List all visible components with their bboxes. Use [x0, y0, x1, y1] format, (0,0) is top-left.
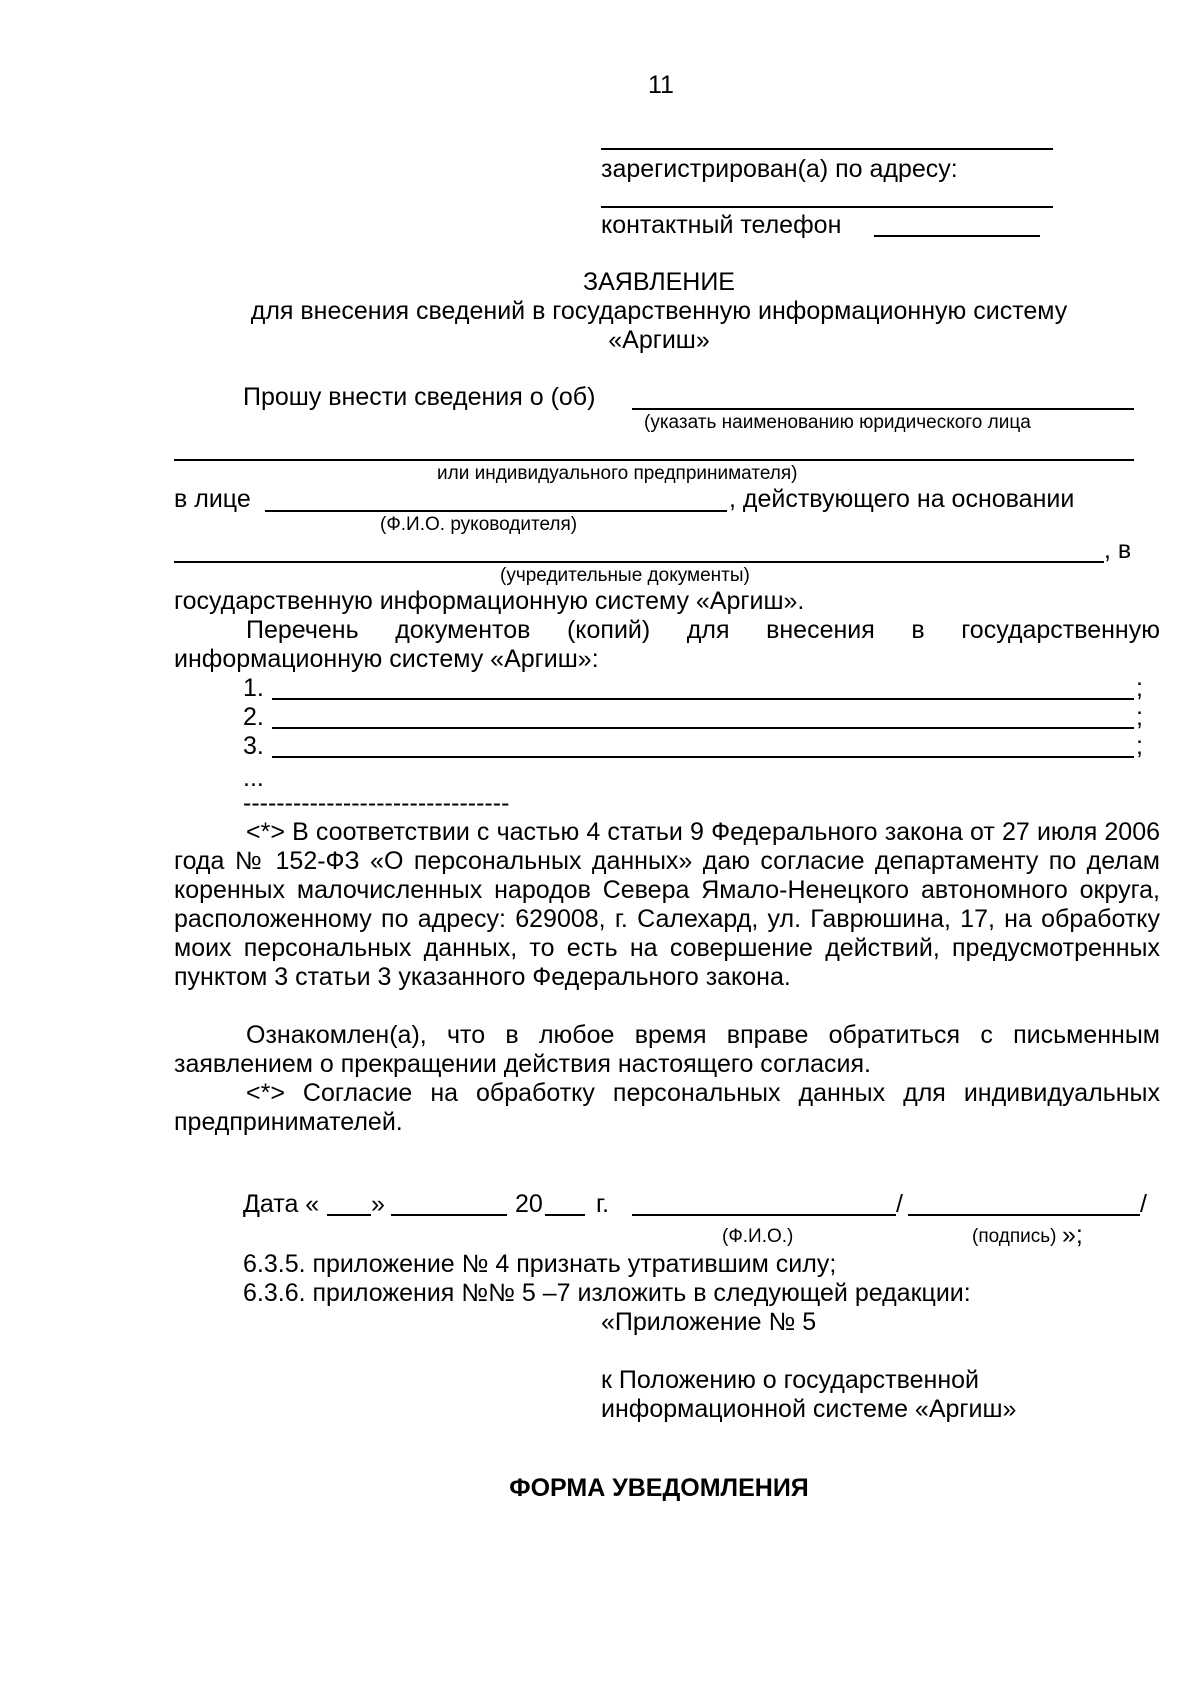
form-title: ФОРМА УВЕДОМЛЕНИЯ	[509, 1474, 809, 1502]
month-line	[391, 1214, 507, 1216]
hint-fio: (Ф.И.О.)	[722, 1226, 794, 1247]
page-number: 11	[648, 71, 674, 99]
signature-slash: /	[1140, 1190, 1147, 1218]
acknowledgement-paragraph: Ознакомлен(а), что в любое время вправе обратиться с письменным заявлением о прекращении действия настоящего согласия.	[174, 1021, 1160, 1078]
appendix-ref-line1: к Положению о государственной	[601, 1366, 980, 1394]
appendix-label: «Приложение № 5	[601, 1308, 817, 1336]
entity-line-cont	[174, 459, 1134, 461]
appendix-ref-line2: информационной системе «Аргиш»	[601, 1395, 1017, 1423]
list-item-end: ;	[1136, 732, 1143, 760]
fio-line	[632, 1214, 896, 1216]
ip-consent-paragraph: <*> Согласие на обработку персональных данных для индивидуальных предпринимателей.	[174, 1079, 1160, 1136]
fio-slash: /	[896, 1190, 903, 1218]
signature-end: »;	[1062, 1221, 1083, 1249]
list-item-number: 3.	[243, 732, 264, 760]
document-subtitle-line2: «Аргиш»	[608, 326, 710, 354]
amendment-item-1: 6.3.5. приложение № 4 признать утратившим силу;	[243, 1250, 837, 1278]
list-item-number: 2.	[243, 703, 264, 731]
document-heading: ЗАЯВЛЕНИЕ	[582, 268, 735, 296]
footnote-separator: --------------------------------	[243, 789, 510, 817]
documents-intro-line2: информационную систему «Аргиш»:	[174, 645, 599, 673]
date-label: Дата «	[243, 1190, 320, 1218]
phone-line	[874, 235, 1040, 237]
list-item-number: 1.	[243, 674, 264, 702]
hint-fio-head: (Ф.И.О. руководителя)	[380, 514, 578, 535]
entity-line	[632, 408, 1134, 410]
list-item-line	[272, 727, 1134, 729]
year-suffix: г.	[596, 1190, 610, 1218]
amendment-item-2: 6.3.6. приложения №№ 5 –7 изложить в следующей редакции:	[243, 1279, 971, 1307]
name-line	[601, 148, 1053, 150]
list-item-line	[272, 698, 1134, 700]
person-prefix: в лице	[174, 485, 251, 513]
basis-line	[174, 561, 1104, 563]
basis-suffix: , в	[1104, 536, 1132, 564]
person-suffix: , действующего на основании	[729, 485, 1075, 513]
list-item-line	[272, 756, 1134, 758]
hint-entity: (указать наименованию юридического лица	[644, 412, 1031, 433]
day-line	[327, 1214, 371, 1216]
documents-intro-line1: Перечень документов (копий) для внесения в государственную	[246, 616, 1160, 644]
year-prefix: 20	[515, 1190, 543, 1218]
hint-docs: (учредительные документы)	[500, 565, 750, 586]
signature-line	[908, 1214, 1140, 1216]
list-item-end: ;	[1136, 674, 1143, 702]
hint-entity-cont: или индивидуального предпринимателя)	[437, 463, 798, 484]
consent-paragraph: <*> В соответствии с частью 4 статьи 9 Федерального закона от 27 июля 2006 года № 152-ФЗ «О персональных данных» даю согласие департаменту по делам коренных малочисленных народов Севера Ямало-Ненецкого автономного округа, расположенному по адресу: 629008, г. Салехард, ул. Гаврюшина, 17, на обработку моих персональных данных, то есть на совершение действий, предусмотренных пунктом 3 статьи 3 указанного Федерального закона.	[174, 818, 1160, 991]
head-fio-line	[265, 510, 727, 512]
request-prefix: Прошу внести сведения о (об)	[243, 383, 596, 411]
list-item-end: ;	[1136, 703, 1143, 731]
hint-signature: (подпись)	[972, 1226, 1057, 1247]
phone-label: контактный телефон	[601, 211, 842, 239]
year-line	[545, 1214, 585, 1216]
target-system: государственную информационную систему «Аргиш».	[174, 587, 805, 615]
list-ellipsis: ...	[243, 764, 264, 792]
date-close-quote: »	[371, 1190, 385, 1218]
registered-label: зарегистрирован(а) по адресу:	[601, 155, 958, 183]
document-subtitle-line1: для внесения сведений в государственную информационную систему	[250, 297, 1068, 325]
address-line	[601, 206, 1053, 208]
